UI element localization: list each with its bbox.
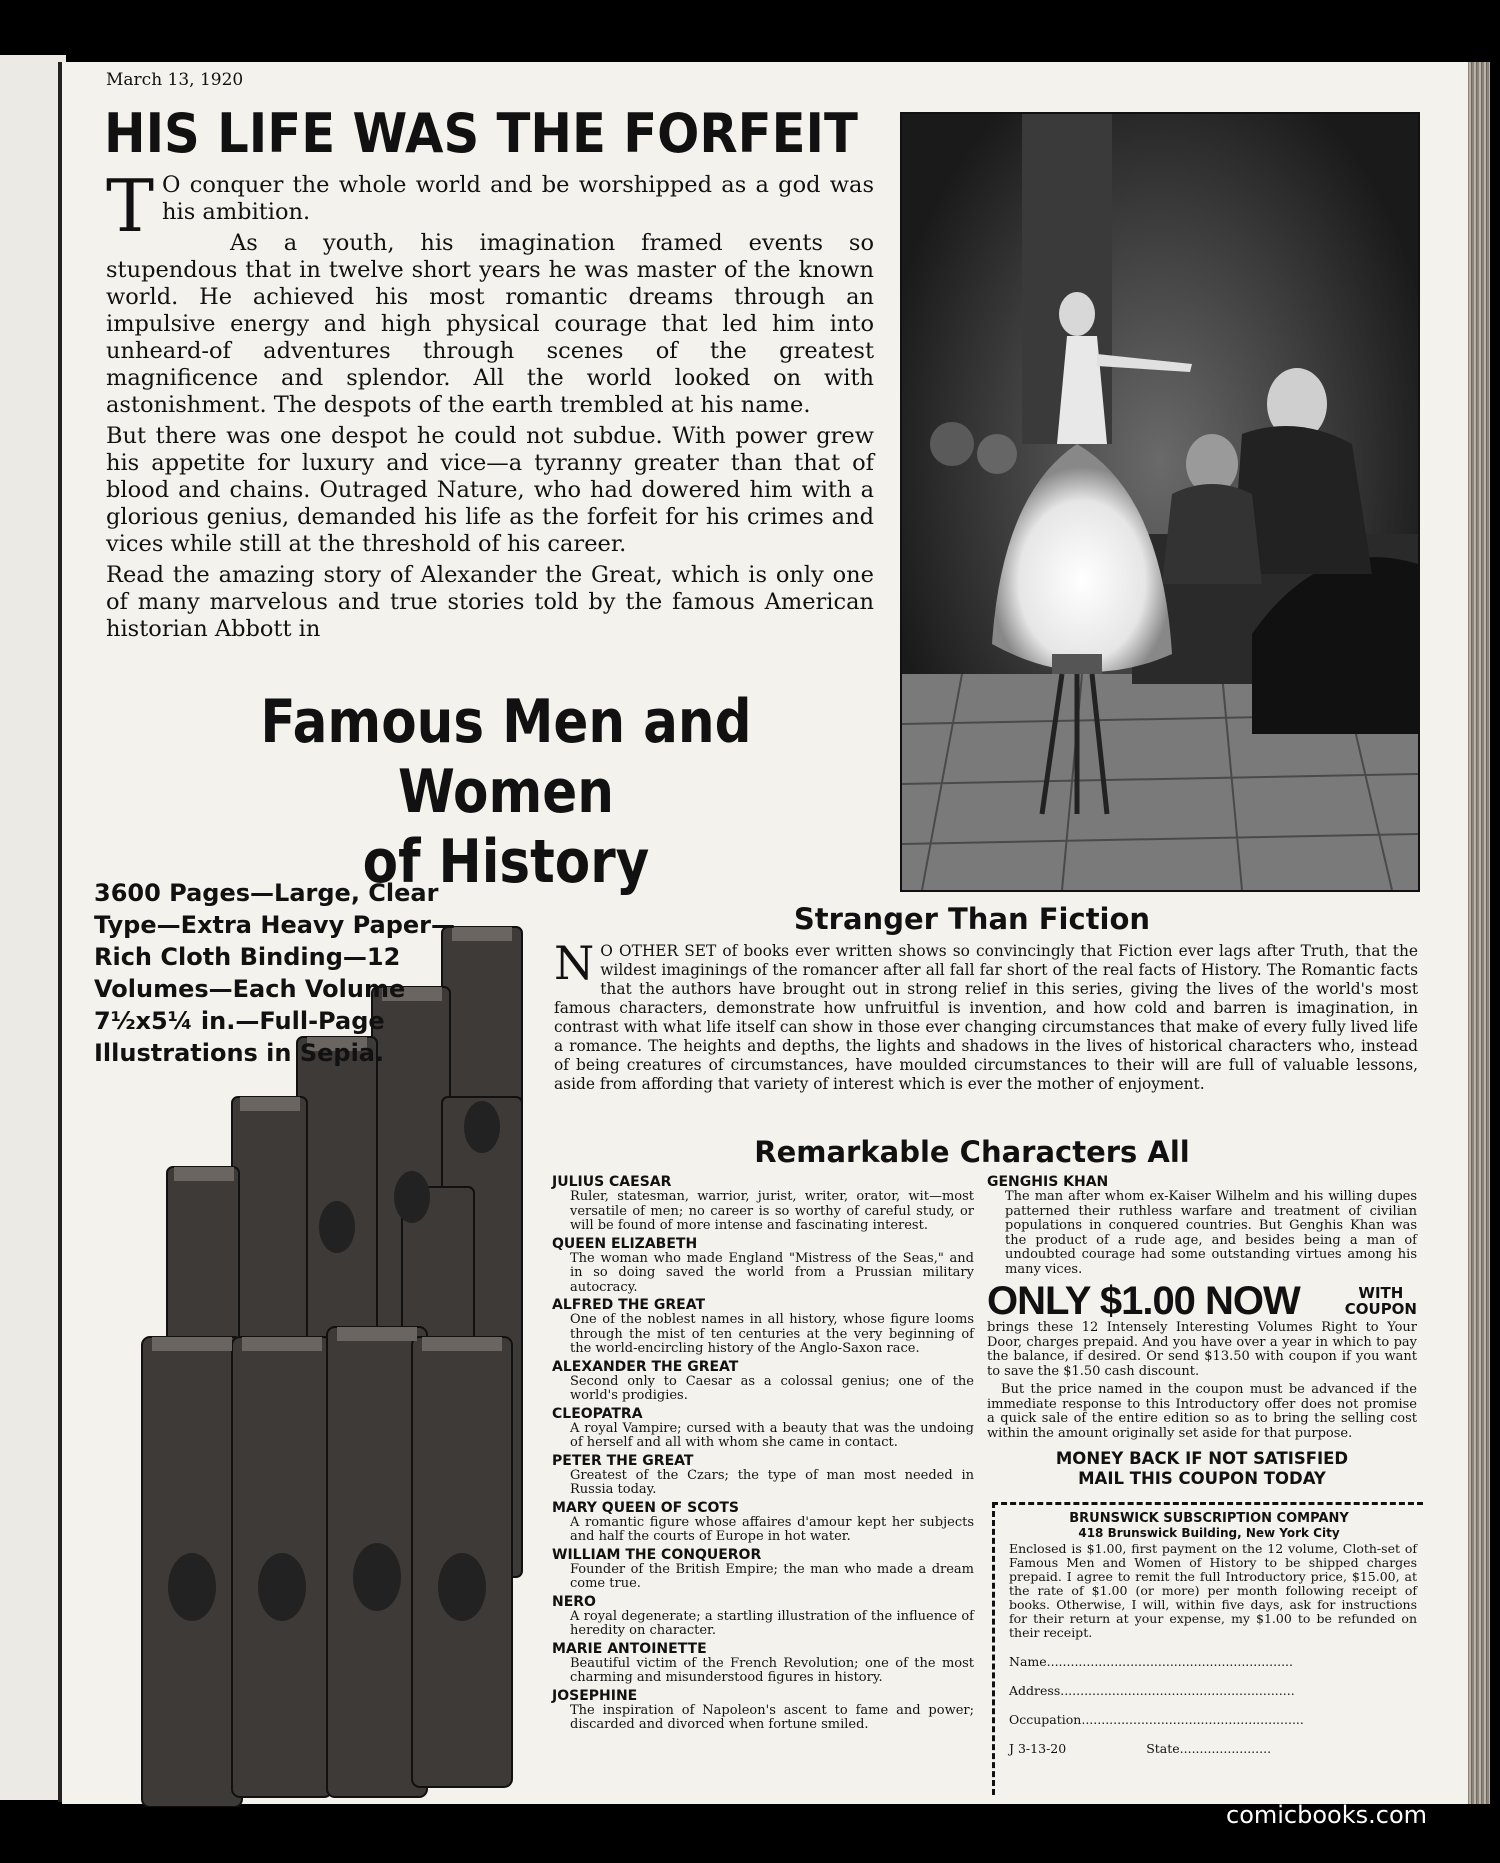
- offer-conditions: But the price named in the coupon must be advanced if the immediate response to this Introductory offer does not promise a quick sale of the entire edition so as to bring the selling cost within the amount originally set aside for that purpose.: [987, 1382, 1417, 1441]
- character-name: ALEXANDER THE GREAT: [552, 1358, 739, 1375]
- character-desc: Ruler, statesman, warrior, jurist, writer, orator, wit—most versatile of men; no career is so worthy of careful study, or will be found of more intense and fascinating interest.: [570, 1189, 974, 1233]
- character-desc: Greatest of the Czars; the type of man most needed in Russia today.: [570, 1467, 974, 1497]
- price-headline: ONLY $1.00 NOW: [987, 1278, 1300, 1323]
- with-coupon-label: [1345, 1285, 1417, 1317]
- character-name: GENGHIS KHAN: [987, 1174, 1109, 1190]
- story-text: [106, 164, 874, 647]
- character-name: JULIUS CAESAR: [552, 1174, 672, 1190]
- mail-coupon: MAIL THIS COUPON TODAY: [1078, 1469, 1326, 1488]
- headline: HIS LIFE WAS THE FORFEIT: [104, 102, 858, 165]
- remarkable-title: Remarkable Characters All: [754, 1135, 1190, 1169]
- coupon-text: Enclosed is $1.00, first payment on the 12 volume, Cloth-set of Famous Men and Women of History to be shipped charges prepaid. I agree to remit the full Introductory price, $15.00, at the rate of $1.00 (or more) per month following receipt of books. Otherwise, I will, within five days, ask for instructions for their return at your expense, my $1.00 to be refunded on their receipt.: [1009, 1541, 1417, 1640]
- character-desc: Beautiful victim of the French Revolution; one of the most charming and misunderstood figures in history.: [570, 1655, 974, 1685]
- story-p1: O conquer the whole world and be worshipped as a god was his ambition.: [162, 172, 874, 225]
- with-label: WITH: [1358, 1284, 1404, 1302]
- stranger-title: Stranger Than Fiction: [793, 902, 1151, 936]
- character-entry: [552, 1406, 974, 1451]
- book-binding: [0, 55, 66, 1800]
- illustration-dancer-banquet: [900, 112, 1420, 892]
- offer-text: brings these 12 Intensely Interesting Volumes Right to Your Door, charges prepaid. And you have over a year in which to pay the balance, if desired. Or send $13.50 with coupon if you want to save the $1.50 cash discount.: [987, 1320, 1417, 1379]
- product-features: 3600 Pages—Large, Clear Type—Extra Heavy Paper—Rich Cloth Binding—12 Volumes—Each Volume 7½x5¼ in.—Full-Page Illustrations in Sepia.: [94, 879, 455, 1067]
- character-desc: Founder of the British Empire; the man who made a dream come true.: [570, 1561, 974, 1591]
- character-name: PETER THE GREAT: [552, 1452, 694, 1469]
- character-name: QUEEN ELIZABETH: [552, 1235, 698, 1252]
- story-paragraph: [106, 164, 874, 248]
- story-paragraph: But there was one despot he could not subdue. With power grew his appetite for luxury and vice—a tyranny greater than that of blood and chains. Outraged Nature, who had dowered him with a glorious genius, demanded his life as the forfeit for his crimes and vices while still at the threshold of his career.: [106, 423, 874, 557]
- character-desc: Second only to Caesar as a colossal genius; one of the world's prodigies.: [570, 1373, 974, 1403]
- occupation-field[interactable]: Occupation........................................................: [1009, 1712, 1304, 1727]
- stranger-text: O OTHER SET of books ever written shows so convincingly that Fiction ever lags after Truth, that the wildest imaginings of the romancer after all fall far short of the real facts of History. The Romantic facts that the authors have brought out in strong relief in this series, giving the lives of the world's most famous characters, demonstrate how unfruitful is invention, and how cold and barren is imagination, in contrast with what life itself can show in those ever changing circumstances that make of every fully lived life a romance. The heights and depths, the lights and shadows in the lives of historical characters who, instead of being creatures of circumstances, have moulded circumstances to their will are full of valuable lessons, aside from affording that variety of interest which is ever the mother of enjoyment.: [554, 942, 1418, 1093]
- character-desc: One of the noblest names in all history, whose figure looms through the mist of ten centuries at the very beginning of the world-encircling history of the Anglo-Saxon race.: [570, 1312, 974, 1356]
- character-name: ALFRED THE GREAT: [552, 1297, 705, 1313]
- story-paragraph: As a youth, his imagination framed events so stupendous that in twelve short years he was master of the known world. He achieved his most romantic dreams through an impulsive energy and high physical courage that led him into unheard-of adventures through scenes of the greatest magnificence and splendor. All the world looked on with astonishment. The despots of the earth trembled at his name.: [106, 230, 874, 418]
- illustration-image: [902, 114, 1418, 890]
- offer-column: [987, 1174, 1417, 1489]
- character-desc: The inspiration of Napoleon's ascent to fame and power; discarded and divorced when fortune smiled.: [570, 1702, 974, 1732]
- series-title-line-2: of History: [362, 827, 650, 897]
- drop-cap: T: [106, 164, 155, 248]
- coupon-code: J 3-13-20: [1009, 1741, 1067, 1756]
- issue-date: March 13, 1920: [106, 70, 244, 90]
- coupon-footer: [995, 1741, 1423, 1756]
- series-title-line-1: Famous Men and Women: [260, 687, 752, 827]
- characters-list: [552, 1174, 974, 1735]
- magazine-page: [62, 62, 1468, 1804]
- character-name: WILLIAM THE CONQUEROR: [552, 1546, 762, 1563]
- character-entry: [552, 1641, 974, 1686]
- character-desc: A royal Vampire; cursed with a beauty that was the undoing of herself and all with whom she came in contact.: [570, 1420, 974, 1450]
- character-entry: [552, 1594, 974, 1639]
- character-entry: [552, 1236, 974, 1296]
- character-entry: [552, 1688, 974, 1733]
- series-title: [162, 687, 850, 897]
- character-desc: The woman who made England "Mistress of the Seas," and in so doing saved the world from a Prussian military autocracy.: [570, 1250, 974, 1295]
- coupon-company: BRUNSWICK SUBSCRIPTION COMPANY: [1069, 1511, 1349, 1526]
- state-field[interactable]: State.......................: [1146, 1741, 1272, 1756]
- character-entry: [552, 1174, 974, 1234]
- money-back: MONEY BACK IF NOT SATISFIED: [1055, 1449, 1349, 1468]
- stranger-body: [554, 936, 1418, 1094]
- character-name: NERO: [552, 1593, 596, 1610]
- character-entry: [552, 1547, 974, 1592]
- drop-cap: N: [554, 936, 595, 990]
- address-field[interactable]: Address...........................................................: [1009, 1683, 1295, 1698]
- character-entry: [552, 1500, 974, 1545]
- character-entry: [987, 1174, 1417, 1277]
- character-entry: [552, 1453, 974, 1498]
- coupon-address: 418 Brunswick Building, New York City: [1078, 1526, 1340, 1540]
- character-entry: [552, 1297, 974, 1357]
- order-coupon[interactable]: [992, 1502, 1423, 1795]
- story-paragraph: Read the amazing story of Alexander the Great, which is only one of many marvelous and true stories told by the famous American historian Abbott in: [106, 562, 874, 642]
- site-watermark: comicbooks.com: [1226, 1801, 1428, 1829]
- character-desc: The man after whom ex-Kaiser Wilhelm and his willing dupes patterned their ruthless warfare and treatment of civilian populations in conquered countries. But Genghis Khan was the product of a rude age, and besides being a man of undoubted courage had some outstanding virtues among his many vices.: [1005, 1189, 1417, 1277]
- character-name: MARIE ANTOINETTE: [552, 1640, 707, 1657]
- character-desc: A romantic figure whose affaires d'amour kept her subjects and half the courts of Europe in hot water.: [570, 1514, 974, 1544]
- character-desc: A royal degenerate; a startling illustration of the influence of heredity on character.: [570, 1608, 974, 1638]
- character-name: CLEOPATRA: [552, 1405, 643, 1422]
- name-field[interactable]: Name..............................................................: [1009, 1654, 1293, 1669]
- character-entry: [552, 1359, 974, 1404]
- character-name: MARY QUEEN OF SCOTS: [552, 1499, 740, 1516]
- price-row: [987, 1278, 1417, 1323]
- coupon-label: COUPON: [1344, 1300, 1417, 1318]
- character-name: JOSEPHINE: [552, 1687, 638, 1704]
